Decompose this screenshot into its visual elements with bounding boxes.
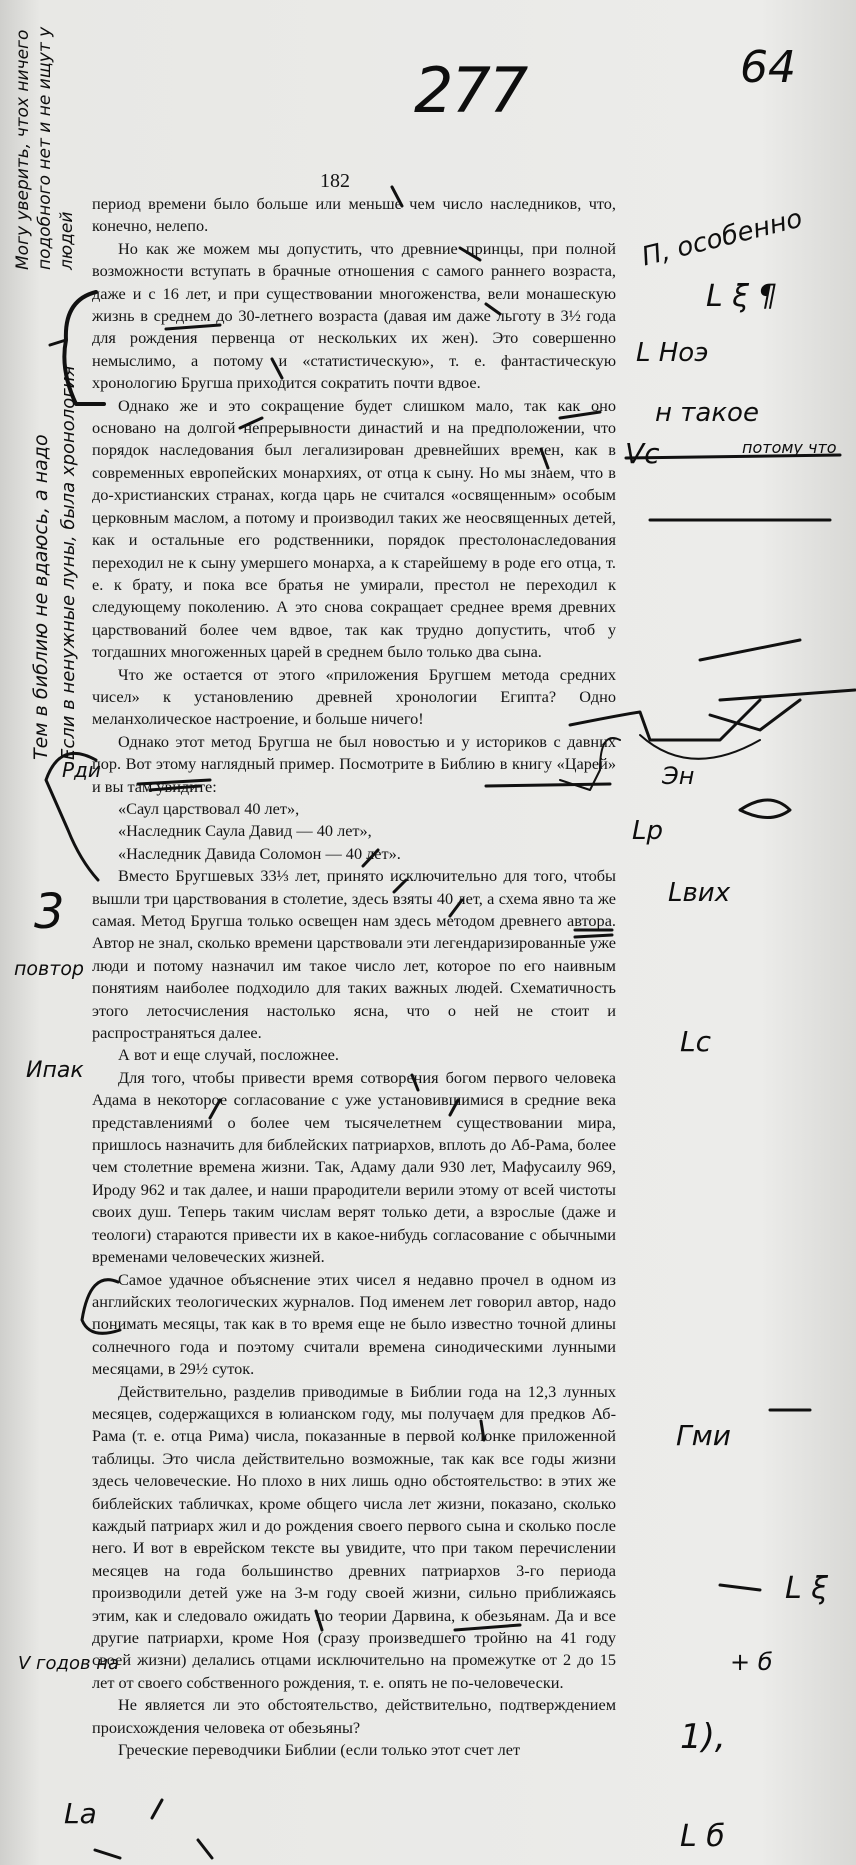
margin-note-right-6: потому что <box>742 438 837 457</box>
quote-line: «Наследник Давида Соломон — 40 лет». <box>118 843 401 863</box>
margin-note-right-13: + б <box>730 1648 773 1676</box>
margin-note-left-3: повтор <box>14 958 84 980</box>
quote-line: «Саул царствовал 40 лет», <box>118 798 300 818</box>
paragraph: Самое удачное объяснение этих чисел я недавно прочел в одном из английских теологических журналов. Под именем лет говорил автор, надо понимать месяцы, так как в то время еще не было известно точной длины солнечного года и поэтому считали времена синодическими лунными месяцами, в 29½ суток. <box>92 1269 616 1379</box>
paragraph: Действительно, разделив приводимые в Библии года на 12,3 лунных месяцев, содержащихся в юлианском году, мы получаем для предков Аб-Рама (т. е. отца Рима) числа, показанные в первой колонке приложенной таблицы. Это числа действительно возможные, так как все годы жизни здесь человеческие. Но плохо в них лишь одно обстоятельство: в этих же библейских табличках, кроме общего числа лет жизни, показано, сколько каждый патриарх жил и до рождения своего первого сына и сколько после него. И вот в еврейском тексте вы увидите, что при таком перечислении месяцев на года большинство древних патриархов 3-го периода производили детей уже на 3-м году своей жизни, сильно приближаясь этим, как и следовало ожидать по теории Дарвина, к обезьянам. Да и все другие патриархи, кроме Ноя (сразу произведшего тройню на 41 году своей жизни) делались отцами исключительно на промежутке от 2 до 15 лет от своего собственного рождения, т. е. опять не по-человечески. <box>92 1381 616 1692</box>
paragraph: Что же остается от этого «приложения Бругшем метода средних чисел» к установлению древней хронологии Египта? Одно меланхолическое настроение, и больше ничего! <box>92 664 616 729</box>
margin-note-left-5: V годов на <box>18 1653 120 1674</box>
paragraph: А вот и еще случай, посложнее. <box>118 1045 339 1065</box>
margin-note-left-vertical-2: Если в ненужные луны, была хронология <box>58 365 79 760</box>
margin-note-right-2: L ξ ¶ <box>706 279 778 314</box>
paragraph: Но как же можем мы допустить, что древние принцы, при полной возможности вступать в брачные отношения с самого раннего возраста, даже и с 16 лет, и при существовании многоженства, вели монашескую жизнь в среднем до 30-летнего возраста (давая им даже льготу в 3½ года для рождения первенца от нескольких их жен). Это совершенно немыслимо, а потому и «статистическую», т. е. фантастическую хронологию Бругша приходится сократить почти вдвое. <box>92 238 616 393</box>
margin-note-left-1: Рди <box>62 758 101 782</box>
margin-note-left-6: Lа <box>64 1797 97 1830</box>
paragraph: Вместо Бругшевых 33⅓ лет, принято исключительно для того, чтобы вышли три царствования в столетие, здесь взяты 40 лет, а схема явно та же самая. Метод Бругша только освещен нам здесь методом древнего автора. Автор не знал, сколько времени царствовали эти легендаризированные уже люди и потому назначил им такое число лет, которое по его наивным понятиям наиболее подходило для таких важных людей. Схематичность этого летосчисления настолько ясна, что о ней не стоит и распространяться далее. <box>92 866 616 1043</box>
margin-note-right-4: н такое <box>655 398 759 428</box>
main-text <box>92 193 616 1761</box>
margin-note-right-11: Гми <box>676 1419 731 1452</box>
margin-note-right-9: Lвих <box>668 878 731 908</box>
margin-note-right-1: П, особенно <box>638 203 806 273</box>
margin-note-right-7: Эн <box>662 762 695 790</box>
paragraph: Однако этот метод Бругша не был новостью и у историков с давних пор. Вот этому наглядный пример. Посмотрите в Библию в книгу «Царей» и вы там увидите: <box>92 731 616 796</box>
paragraph: Однако же и это сокращение будет слишком мало, так как оно основано на долгой непрерывности династий и на предположении, что порядок наследования был легализирован древнейших времен, как в современных европейских монархиях, от отца к сыну. Но мы знаем, что в до-христианских странах, когда царь не считался «освященным» особым церковным маслом, а потому и производил таких же неосвященных детей, как и остальные его родственники, порядок престолонаследования переходил не к сыну умершего монарха, а к старейшему в роде его отца, т. е. к брату, и пока все братья не умирали, престол не переходил к следующему поколению. А это снова сокращает среднее время древних царствований более чем вдвое, так как трудно допустить, чтоб у тогдашних многоженных царей в среднем было только два сына. <box>92 395 616 662</box>
margin-note-left-2: 3 <box>34 884 65 940</box>
margin-note-right-14: 1), <box>680 1717 726 1757</box>
margin-note-right-5: Vc <box>625 437 660 470</box>
page-number: 182 <box>320 170 350 192</box>
margin-note-right-10: Lc <box>680 1025 711 1058</box>
margin-note-left-4: Ипак <box>26 1058 84 1083</box>
quote-line: «Наследник Саула Давид — 40 лет», <box>118 821 372 841</box>
paragraph: Греческие переводчики Библии (если только этот счет лет <box>118 1740 521 1760</box>
archive-number-center: 277 <box>414 54 527 127</box>
paragraph: Для того, чтобы привести время сотворения богом первого человека Адама в некоторое согласование с уже установившимися в средние века представлениями о более чем тысячелетнем существовании мира, пришлось назначить для библейских патриархов, вплоть до Аб-Рама, более чем столетние времена жизни. Так, Адаму дали 930 лет, Мафусаилу 969, Ироду 962 и так далее, и наши прародители верили этому от всей чистоты своих душ. Теперь таким числам верят только дети, а взрослые (даже и теологи) стараются привести их в какое-нибудь согласование с обычными временами человеческих жизней. <box>92 1067 616 1267</box>
margin-note-right-8: Lр <box>632 816 663 846</box>
paragraph: период времени было больше или меньше чем число наследников, что, конечно, нелепо. <box>92 194 616 236</box>
margin-note-right-3: L Ноэ <box>636 338 709 368</box>
archive-number-corner: 64 <box>740 42 796 93</box>
margin-note-right-12: L ξ <box>785 1571 828 1606</box>
margin-note-left-vertical-1: Тем в библию не вдаюсь, а надо <box>30 434 52 760</box>
margin-note-right-15: L б <box>680 1819 725 1854</box>
margin-note-top-left: Могу уверить, чтох ничего подобного нет и не ищут у людей <box>13 26 77 270</box>
paragraph: Не является ли это обстоятельство, действительно, подтверждением происхождения человека от обезьяны? <box>92 1695 616 1737</box>
